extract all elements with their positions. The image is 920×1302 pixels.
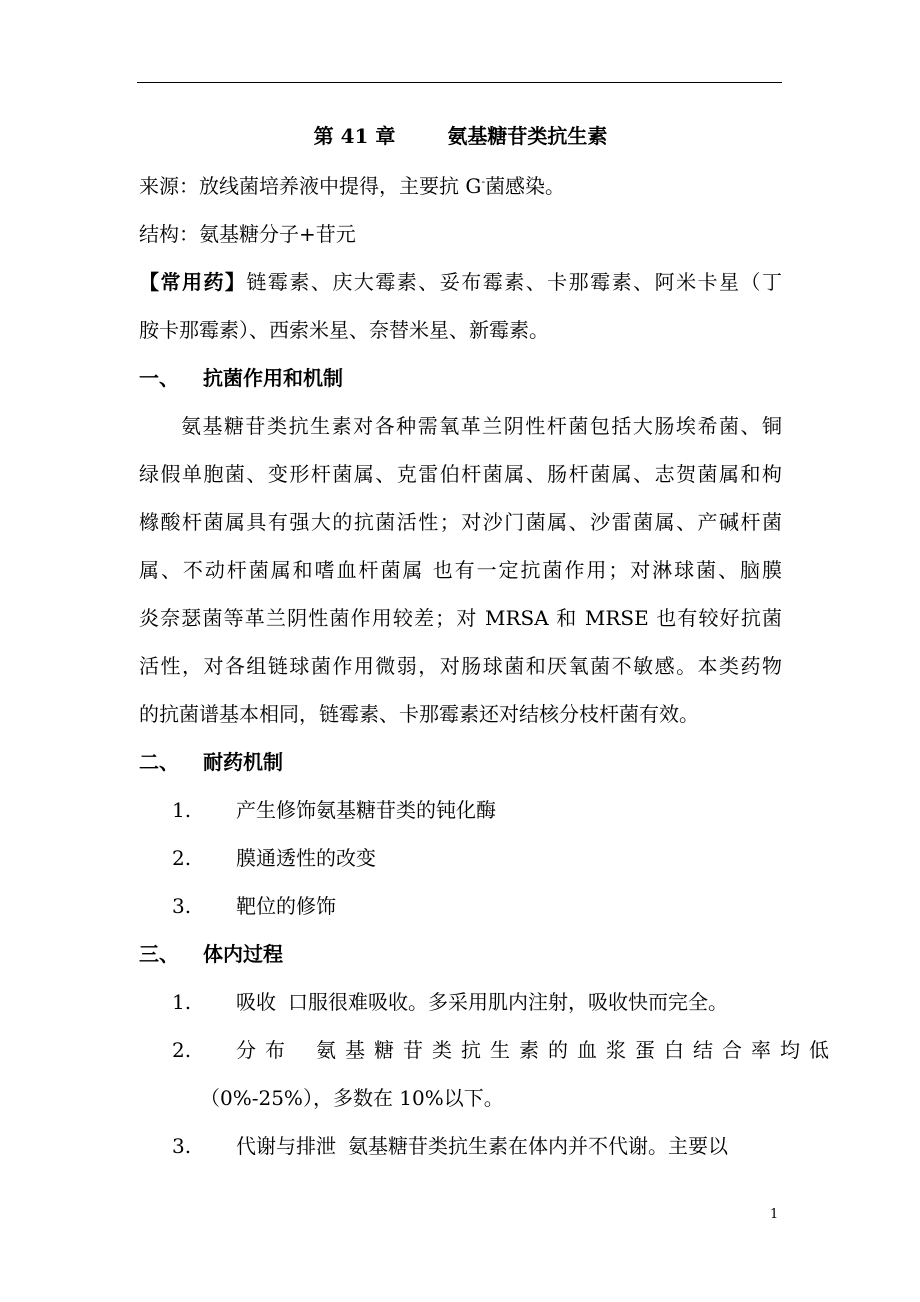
section-3-number: 三、 [139, 942, 179, 966]
list-item [172, 797, 782, 823]
list-item-number: 1. [172, 990, 192, 1014]
list-item-heading: 分布 [236, 1038, 294, 1062]
source-line [139, 173, 782, 199]
list-item-heading: 代谢与排泄 [236, 1134, 336, 1158]
source-prefix: 来源：放线菌培养液中提得，主要抗 G [139, 174, 482, 198]
source-suffix: 菌感染。 [485, 174, 566, 198]
list-item-text: 靶位的修饰 [236, 894, 336, 918]
list-item-text: 产生修饰氨基糖苷类的钝化酶 [236, 798, 496, 822]
list-item-text: 膜通透性的改变 [236, 846, 376, 870]
list-item-text: 氨基糖苷类抗生素的血浆蛋白结合率均低 [316, 1038, 838, 1062]
list-item-number: 3. [172, 1134, 192, 1158]
page-number: 1 [770, 1207, 779, 1222]
gram-negative-superscript: - [481, 175, 486, 188]
section-3-heading [139, 941, 782, 967]
section-1-paragraph-line: 炎奈瑟菌等革兰阴性菌作用较差；对 MRSA 和 MRSE 也有较好抗菌 [139, 606, 782, 630]
section-1-heading [139, 365, 782, 391]
section-1-paragraph-line: 橼酸杆菌属具有强大的抗菌活性；对沙门菌属、沙雷菌属、产碱杆菌 [139, 510, 782, 534]
header-rule [137, 82, 782, 83]
section-1-paragraph-line: 的抗菌谱基本相同，链霉素、卡那霉素还对结核分枝杆菌有效。 [139, 702, 699, 726]
list-item-number: 2. [172, 846, 192, 870]
section-2-heading [139, 749, 782, 775]
common-drugs-line-1 [139, 269, 782, 295]
list-item [172, 845, 782, 871]
list-item-number: 2. [172, 1038, 192, 1062]
list-item [172, 1037, 838, 1063]
chapter-title [139, 123, 782, 149]
section-1-paragraph-line: 氨基糖苷类抗生素对各种需氧革兰阴性杆菌包括大肠埃希菌、铜 [181, 414, 782, 438]
section-1-paragraph-line: 绿假单胞菌、变形杆菌属、克雷伯杆菌属、肠杆菌属、志贺菌属和枸 [139, 462, 782, 486]
section-1-title: 抗菌作用和机制 [203, 366, 343, 390]
list-item [172, 893, 782, 919]
common-drugs-text-1: 链霉素、庆大霉素、妥布霉素、卡那霉素、阿米卡星（丁 [246, 270, 783, 294]
section-2-title: 耐药机制 [203, 750, 283, 774]
list-item [172, 989, 782, 1015]
list-item-text: 氨基糖苷类抗生素在体内并不代谢。主要以 [348, 1134, 728, 1158]
section-2-number: 二、 [139, 750, 179, 774]
section-1-number: 一、 [139, 366, 179, 390]
common-drugs-label: 【常用药】 [139, 270, 247, 294]
list-item [172, 1133, 782, 1159]
chapter-number: 第 41 章 [313, 124, 396, 148]
list-item-heading: 吸收 [236, 990, 276, 1014]
list-item-number: 3. [172, 894, 192, 918]
structure-line: 结构：氨基糖分子+苷元 [139, 222, 356, 246]
list-item-continuation: （0%-25%），多数在 10%以下。 [200, 1086, 504, 1110]
common-drugs-line-2: 胺卡那霉素）、西索米星、奈替米星、新霉素。 [139, 318, 549, 342]
section-1-paragraph-line: 属、不动杆菌属和嗜血杆菌属 也有一定抗菌作用；对淋球菌、脑膜 [139, 558, 782, 582]
chapter-title-text: 氨基糖苷类抗生素 [447, 124, 608, 148]
list-item-number: 1. [172, 798, 192, 822]
list-item-text: 口服很难吸收。多采用肌内注射，吸收快而完全。 [288, 990, 728, 1014]
section-1-paragraph-line: 活性，对各组链球菌作用微弱，对肠球菌和厌氧菌不敏感。本类药物 [139, 654, 782, 678]
section-3-title: 体内过程 [203, 942, 283, 966]
